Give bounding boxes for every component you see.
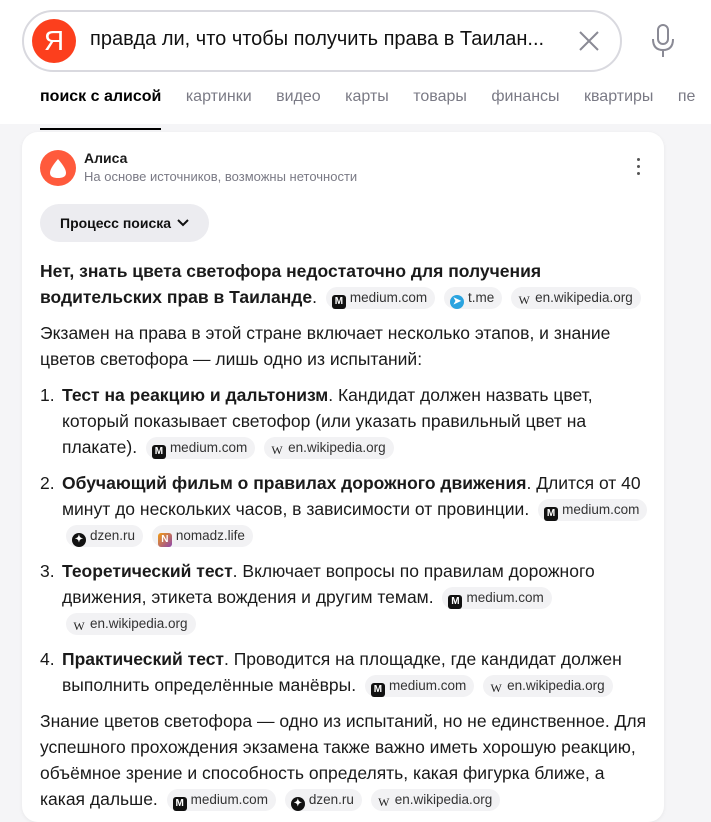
answer-intro: Экзамен на права в этой стране включает несколько этапов, и знание цветов светофора — лишь одно из испытаний: (40, 323, 611, 369)
list-item: 4. Практический тест. Проводится на площадке, где кандидат должен выполнить определённые манёвры. M medium.com W en.wikipedia.org (40, 649, 622, 695)
source-chip[interactable]: M medium.com (326, 287, 435, 309)
source-chip[interactable]: ✦ dzen.ru (66, 525, 143, 547)
source-chip[interactable]: M medium.com (146, 437, 255, 459)
source-chip[interactable]: M medium.com (167, 789, 276, 811)
alisa-answer-card (22, 132, 664, 822)
search-process-button[interactable] (40, 204, 209, 242)
source-chip[interactable]: W en.wikipedia.org (371, 789, 501, 811)
source-chip[interactable]: W en.wikipedia.org (264, 437, 394, 459)
yandex-logo-icon[interactable]: Я (32, 19, 76, 63)
medium-icon: M (152, 445, 166, 459)
tab-apartments[interactable]: квартиры (583, 88, 654, 105)
medium-icon: M (173, 797, 187, 811)
tab-images[interactable]: картинки (185, 88, 252, 105)
list-item: 2. Обучающий фильм о правилах дорожного движения. Длится от 40 минут до нескольких часов, в зависимости от провинции. M medium.com ✦ dzen.ru N nomadz.life (40, 470, 650, 548)
search-process-label: Процесс поиска (60, 215, 172, 231)
alisa-logo-icon (40, 150, 76, 186)
tab-products[interactable]: товары (413, 88, 467, 105)
dzen-icon: ✦ (291, 797, 305, 811)
telegram-icon: ➤ (450, 295, 464, 309)
source-chip[interactable]: ✦ dzen.ru (285, 789, 362, 811)
wikipedia-icon: W (73, 619, 85, 633)
clear-icon[interactable] (576, 28, 602, 54)
source-chip[interactable]: M medium.com (365, 675, 474, 697)
dzen-icon: ✦ (72, 533, 86, 547)
more-options-icon[interactable] (630, 158, 646, 180)
top-bar (0, 0, 711, 124)
wikipedia-icon: W (518, 293, 530, 307)
medium-icon: M (448, 595, 462, 609)
lead-bold-text: Нет, знать цвета светофора недостаточно для получения водительских прав в Таиланде (40, 261, 542, 307)
source-chip[interactable]: W en.wikipedia.org (511, 287, 641, 309)
answer-content (40, 258, 650, 822)
answer-conclusion: Знание цветов светофора — одно из испытаний, но не единственное. Для успешного прохождения экзамена также важно иметь хорошую реакцию, объёмное зрение и способность определять, какая фигурка ближе, а какая дальше. M medium.com ✦ dzen.ru W en.wikipedia.org (40, 711, 647, 809)
tab-video[interactable]: видео (276, 88, 321, 105)
nomadz-icon: N (158, 533, 172, 547)
wikipedia-icon: W (271, 443, 283, 457)
assistant-name: Алиса (84, 150, 128, 166)
search-input[interactable]: правда ли, что чтобы получить права в Таилан... (90, 28, 545, 50)
wikipedia-icon: W (490, 681, 502, 695)
medium-icon: M (332, 295, 346, 309)
source-chip[interactable]: N nomadz.life (152, 525, 253, 547)
list-item: 1. Тест на реакцию и дальтонизм. Кандидат должен назвать цвет, который показывает светофор (или указать правильный цвет на плакате). M medium.com W en.wikipedia.org (40, 385, 593, 457)
source-chip[interactable]: W en.wikipedia.org (66, 613, 196, 635)
answer-lead: Нет, знать цвета светофора недостаточно для получения водительских прав в Таиланде. M medium.com ➤ t.me W en.wikipedia.org (40, 258, 650, 310)
steps-list (40, 382, 650, 698)
microphone-icon[interactable] (650, 24, 676, 58)
source-chip[interactable]: M medium.com (538, 499, 647, 521)
tab-more[interactable]: пе (677, 88, 696, 105)
source-chip[interactable]: M medium.com (442, 587, 551, 609)
tab-maps[interactable]: карты (345, 88, 389, 105)
source-chip[interactable]: ➤ t.me (444, 287, 502, 309)
tab-finance[interactable]: финансы (491, 88, 560, 105)
search-tabs (40, 88, 711, 124)
list-item: 3. Теоретический тест. Включает вопросы по правилам дорожного движения, этикета вождения и другим темам. M medium.com W en.wikipedia.org (40, 561, 595, 633)
assistant-subtitle: На основе источников, возможны неточности (84, 169, 358, 184)
wikipedia-icon: W (378, 795, 390, 809)
source-chip[interactable]: W en.wikipedia.org (483, 675, 613, 697)
chevron-down-icon (177, 219, 189, 227)
medium-icon: M (371, 683, 385, 697)
medium-icon: M (544, 507, 558, 521)
search-box[interactable] (22, 10, 622, 72)
tab-alisa-search[interactable]: поиск с алисой (40, 88, 161, 124)
